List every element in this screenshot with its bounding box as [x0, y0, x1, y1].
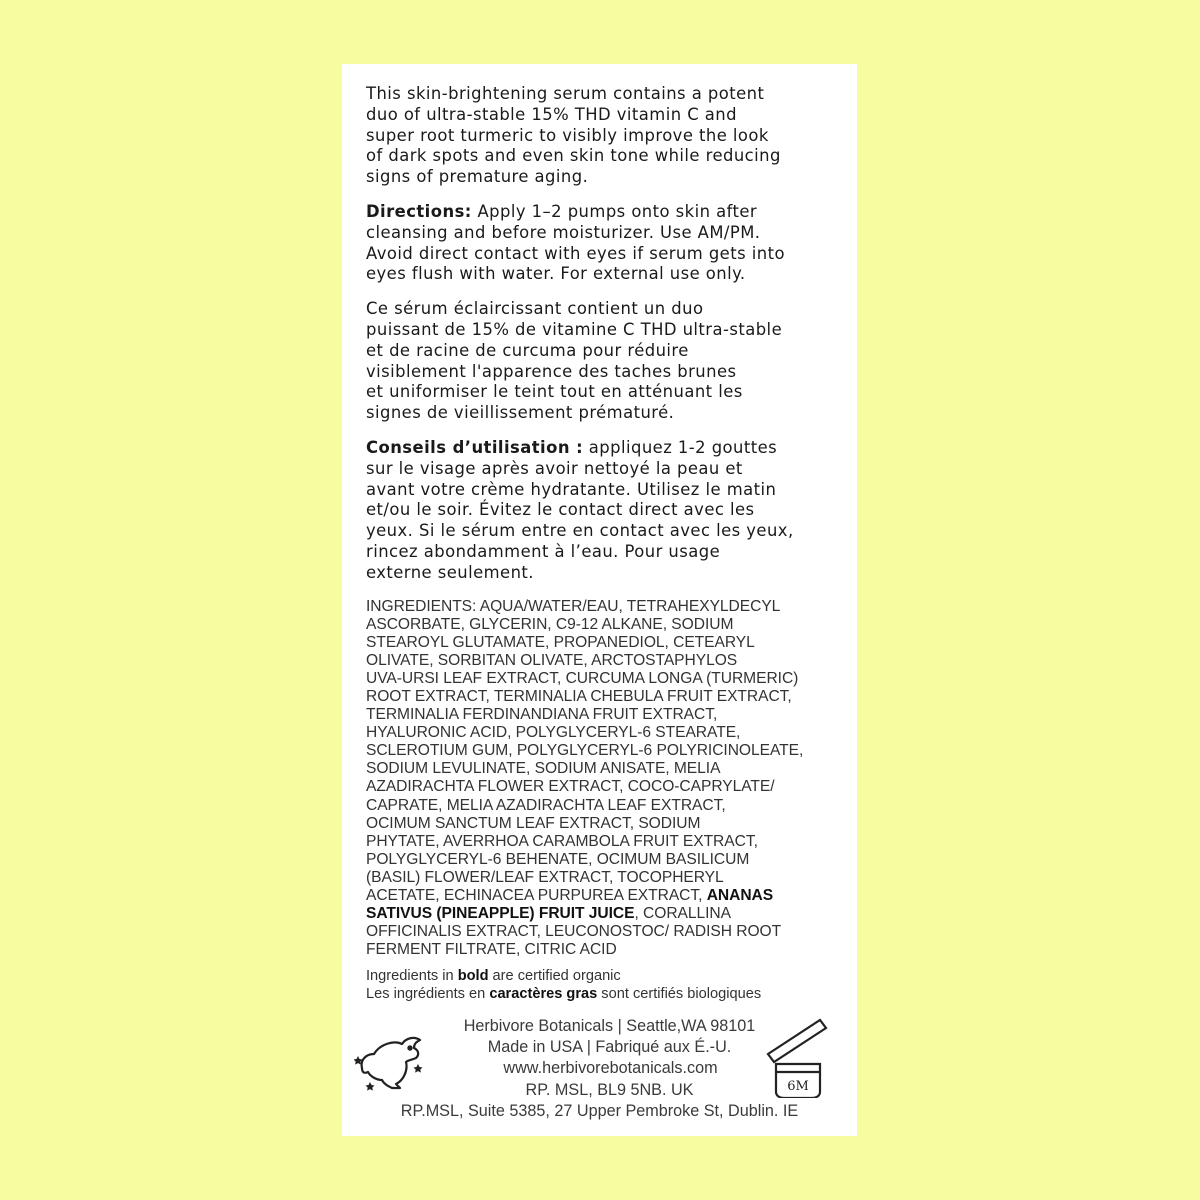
- company-address: Herbivore Botanicals | Seattle,WA 98101: [463, 1017, 756, 1035]
- description-fr: Ce sérum éclaircissant contient un duo puissant de 15% de vitamine C THD ultra-stable et de racine de curcuma pour réduire visiblement l'apparence des taches brunes et uniformiser le teint tout en atténuant les signes de vieillissement prématuré.: [366, 299, 783, 423]
- website: www.herbivorebotanicals.com: [503, 1059, 718, 1078]
- directions-en-heading: Directions:: [366, 201, 472, 221]
- directions-en: [366, 202, 841, 285]
- organic-note-en-start: Ingredients in: [366, 968, 458, 985]
- organic-note-en-end: are certified organic: [488, 968, 621, 985]
- organic-note-en: [366, 967, 841, 985]
- product-label-panel: [342, 64, 857, 1136]
- organic-note-fr-start: Les ingrédients en: [366, 986, 490, 1003]
- organic-note-en-bold: bold: [457, 968, 489, 985]
- rp-uk: RP. MSL, BL9 5NB. UK: [525, 1080, 694, 1099]
- organic-note-fr-bold: caractères gras: [489, 986, 598, 1003]
- period-after-opening-icon: [764, 1016, 830, 1098]
- rp-ie: RP.MSL, Suite 5385, 27 Upper Pembroke St, Dublin. IE: [400, 1101, 799, 1120]
- pao-label: 6M: [787, 1079, 809, 1094]
- label-footer: [342, 1016, 857, 1122]
- directions-en-text: Apply 1–2 pumps onto skin after cleansing and before moisturizer. Use AM/PM. Avoid direct contact with eyes if serum gets into eyes flush with water. For external use only.: [366, 201, 785, 284]
- organic-note-fr-end: sont certifiés biologiques: [597, 986, 762, 1003]
- ingredients-text-end: , CORALLINA OFFICINALIS EXTRACT, LEUCONOSTOC/ RADISH ROOT FERMENT FILTRATE, CITRIC ACID: [366, 905, 782, 959]
- organic-note-fr: [366, 985, 841, 1003]
- description-en: This skin-brightening serum contains a potent duo of ultra-stable 15% THD vitamin C and super root turmeric to visibly improve the look of dark spots and even skin tone while reducing signs of premature aging.: [366, 84, 781, 187]
- directions-fr-heading: Conseils d’utilisation :: [366, 437, 584, 457]
- made-in: Made in USA | Fabriqué aux É.-U.: [487, 1038, 732, 1057]
- ingredients-organic-bold: ANANAS SATIVUS (PINEAPPLE) FRUIT JUICE: [366, 887, 774, 923]
- ingredients-text: INGREDIENTS: AQUA/WATER/EAU, TETRAHEXYLDECYL ASCORBATE, GLYCERIN, C9-12 ALKANE, SODIUM STEAROYL GLUTAMATE, PROPANEDIOL, CETEARYL OLIVATE, SORBITAN OLIVATE, ARCTOSTAPHYLOS UVA-URSI LEAF EXTRACT, CURCUMA LONGA (TURMERIC) ROOT EXTRACT, TERMINALIA CHEBULA FRUIT EXTRACT, TERMINALIA FERDINANDIANA FRUIT EXTRACT, HYALURONIC ACID, POLYGLYCERYL-6 STEARATE, SCLEROTIUM GUM, POLYGLYCERYL-6 POLYRICINOLEATE, SODIUM LEVULINATE, SODIUM ANISATE, MELIA AZADIRACHTA FLOWER EXTRACT, COCO-CAPRYLATE/ CAPRATE, MELIA AZADIRACHTA LEAF EXTRACT, OCIMUM SANCTUM LEAF EXTRACT, SODIUM PHYTATE, AVERRHOA CARAMBOLA FRUIT EXTRACT, POLYGLYCERYL-6 BEHENATE, OCIMUM BASILICUM (BASIL) FLOWER/LEAF EXTRACT, TOCOPHERYL ACETATE, ECHINACEA PURPUREA EXTRACT,: [366, 597, 804, 905]
- leaping-bunny-icon: [354, 1030, 426, 1094]
- directions-fr: [366, 438, 841, 584]
- directions-fr-text: appliquez 1-2 gouttes sur le visage après avoir nettoyé la peau et avant votre crème hydratante. Utilisez le matin et/ou le soir. Évitez le contact direct avec les yeux. Si le sérum entre en contact avec les yeux, rincez abondamment à l’eau. Pour usage externe seulement.: [366, 437, 794, 582]
- ingredients-list: [366, 598, 841, 960]
